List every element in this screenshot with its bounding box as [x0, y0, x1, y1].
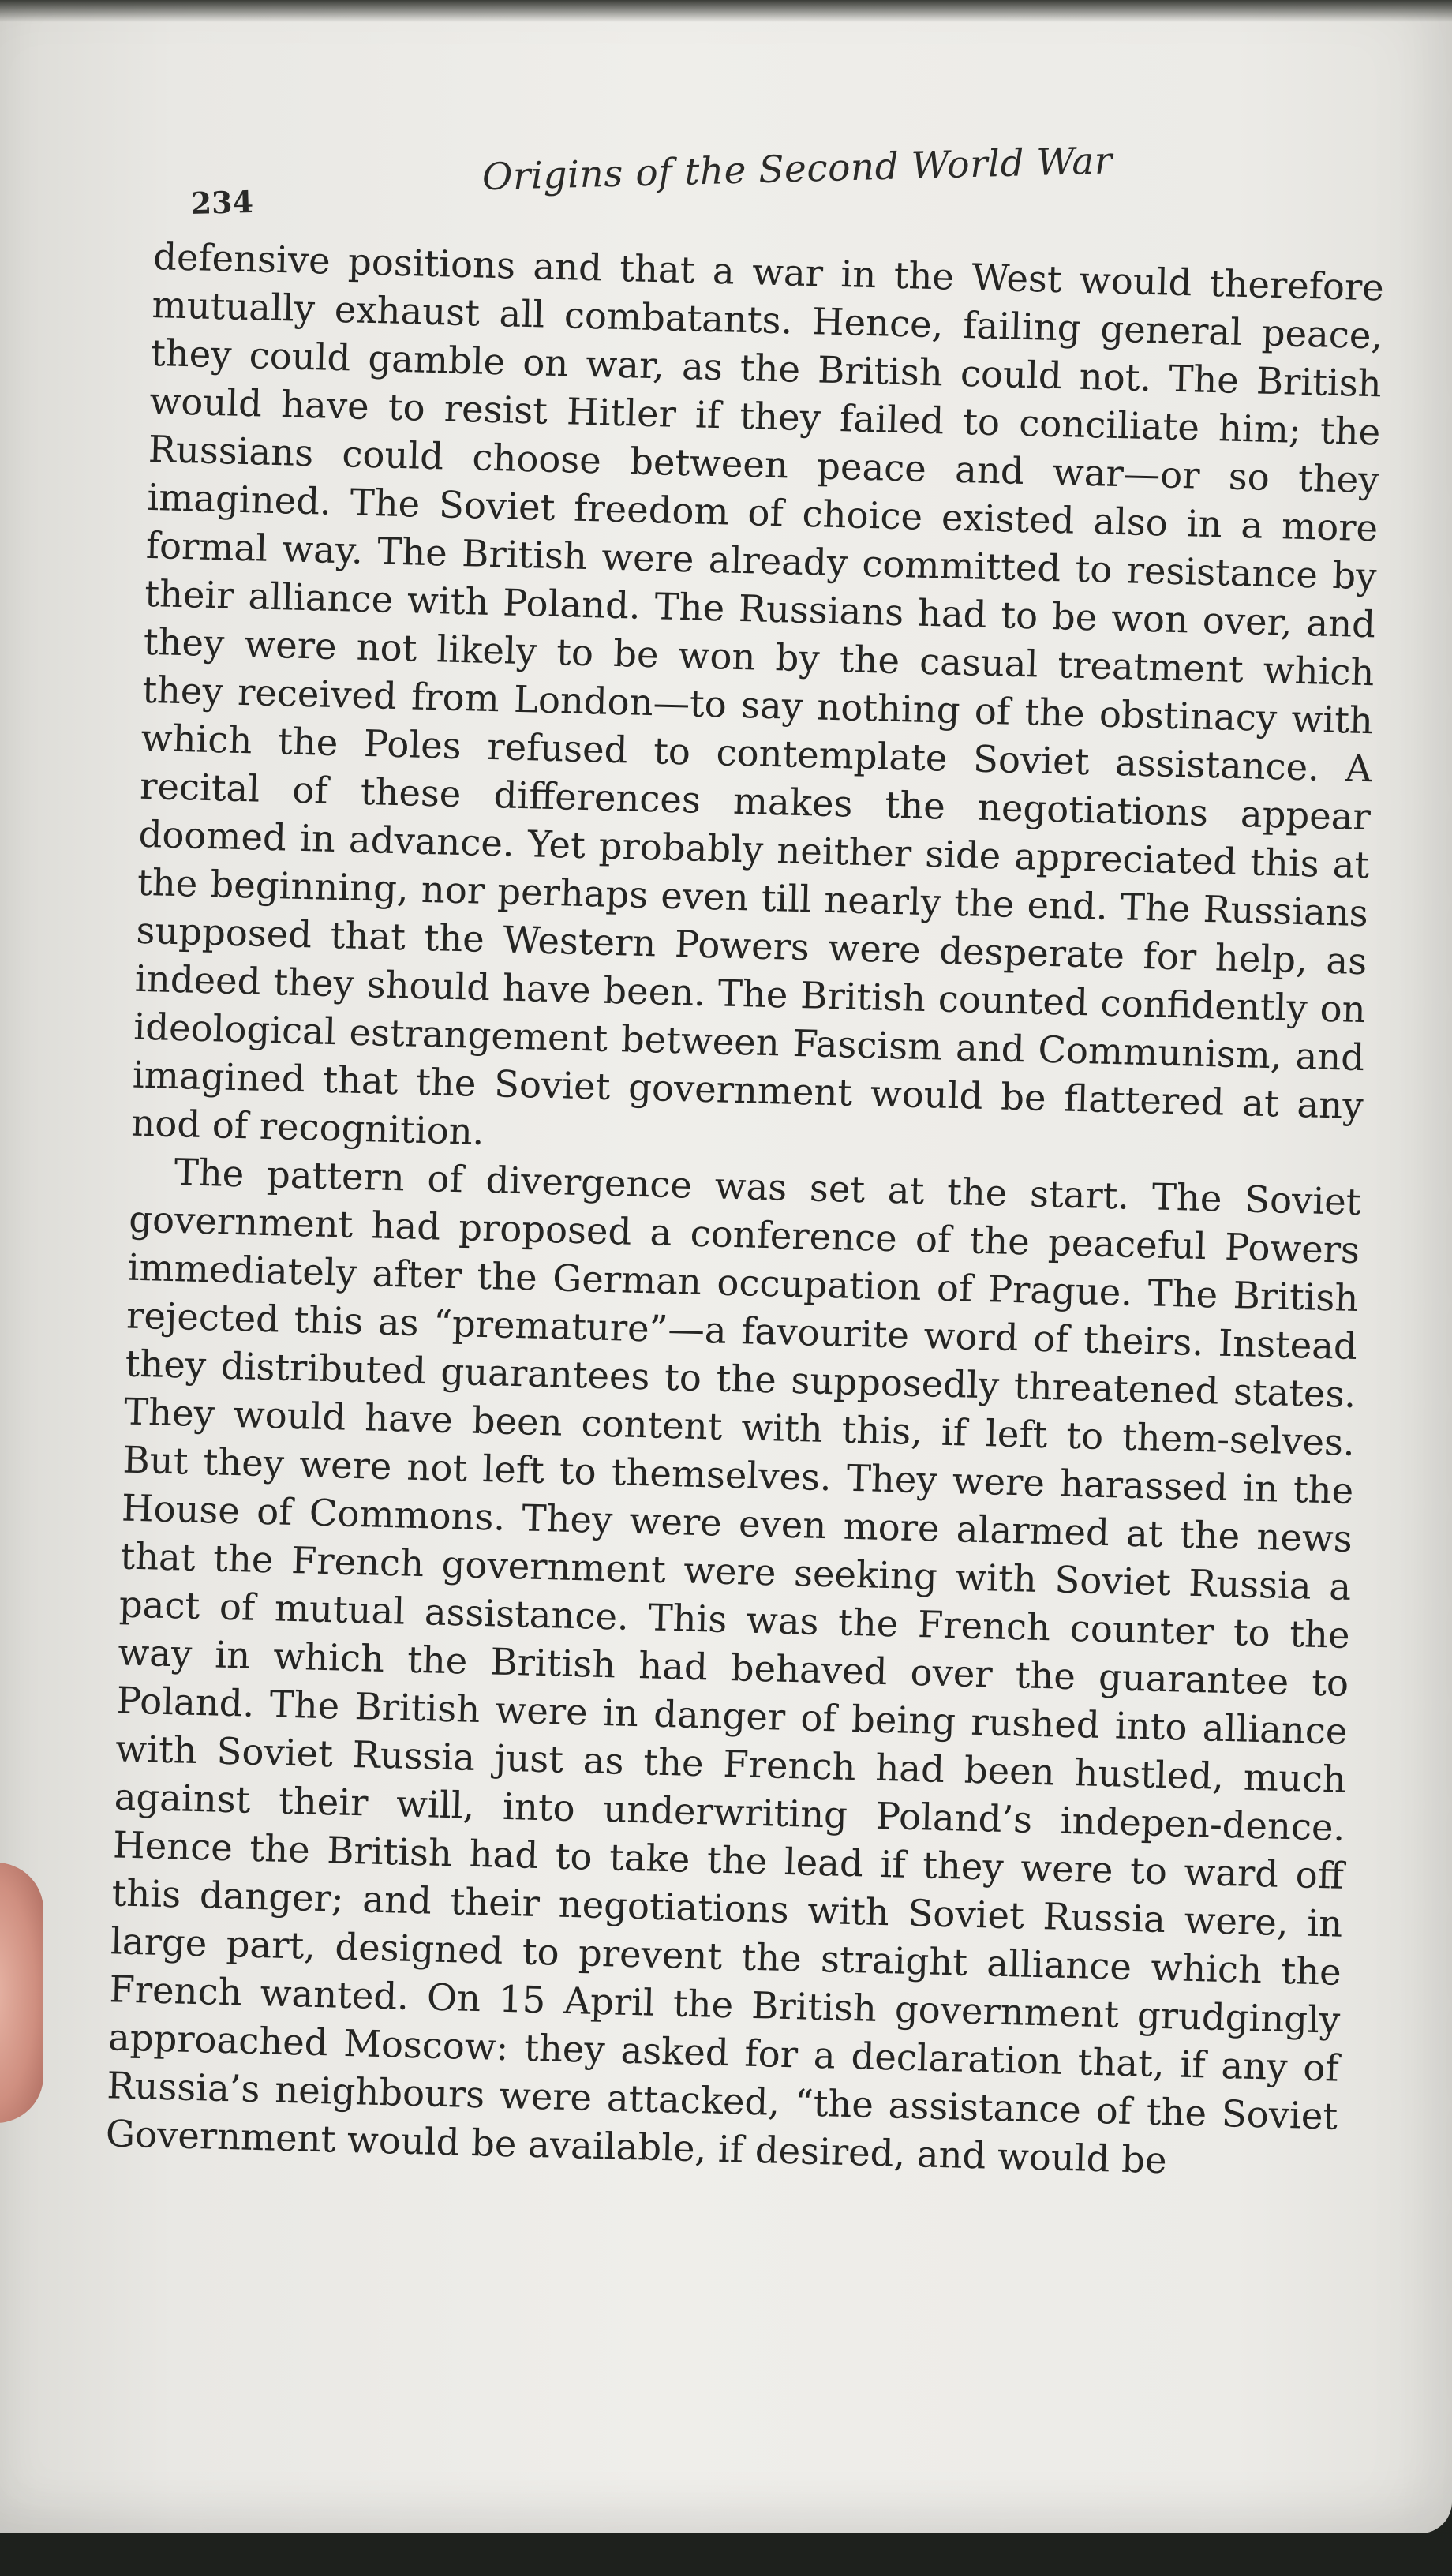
paragraph-1: defensive positions and that a war in the West would therefore mutually exhaust all combatants. Hence, failing general peace, they could gamble on war, as the British could not. The British would have to resist Hitler if they failed to conciliate him; the Russians could choose between peace and war—or so they imagined. The Soviet freedom of choice existed also in a more formal way. The British were already committed to resistance by their alliance with Poland. The Russians had to be won over, and they were not likely to be won by the casual treatment which they received from London—to say nothing of the obstinacy with which the Poles refused to contemplate Soviet assistance. A recital of these differences makes the negotiations appear doomed in advance. Yet probably neither side appreciated this at the beginning, nor perhaps even till nearly the end. The Russians supposed that the Western Powers were desperate for help, as indeed they should have been. The British counted confidently on ideological estrangement between Fascism and Communism, and imagined that the Soviet government would be flattered at any nod of recognition. [130, 234, 1385, 1153]
paragraph-2: The pattern of divergence was set at the start. The Soviet government had proposed a conference of the peaceful Powers immediately after the German occupation of Prague. The British rejected this as “premature”—a favourite word of theirs. Instead they distributed guarantees to the supposedly threatened states. They would have been content with this, if left to them-selves. But they were not left to themselves. They were harassed in the House of Commons. They were even more alarmed at the news that the French government were seeking with Soviet Russia a pact of mutual assistance. This was the French counter to the way in which the British had behaved over the guarantee to Poland. The British were in danger of being rushed into alliance with Soviet Russia just as the French had been hustled, much against their will, into underwriting Poland’s indepen-dence. Hence the British had to take the lead if they were to ward off this danger; and their negotiations with Soviet Russia were, in large part, designed to prevent the straight alliance which the French wanted. On 15 April the British government grudgingly approached Moscow: they asked for a declaration that, if any of Russia’s neighbours were attacked, “the assistance of the Soviet Government would be available, if desired, and would be [105, 1151, 1362, 2182]
page-number: 234 [190, 183, 254, 221]
running-title: Origins of the Second World War [481, 139, 1113, 200]
page-top-shadow [0, 0, 1452, 22]
body-text [105, 233, 1384, 2189]
thumb-holding-page [0, 1863, 43, 2123]
